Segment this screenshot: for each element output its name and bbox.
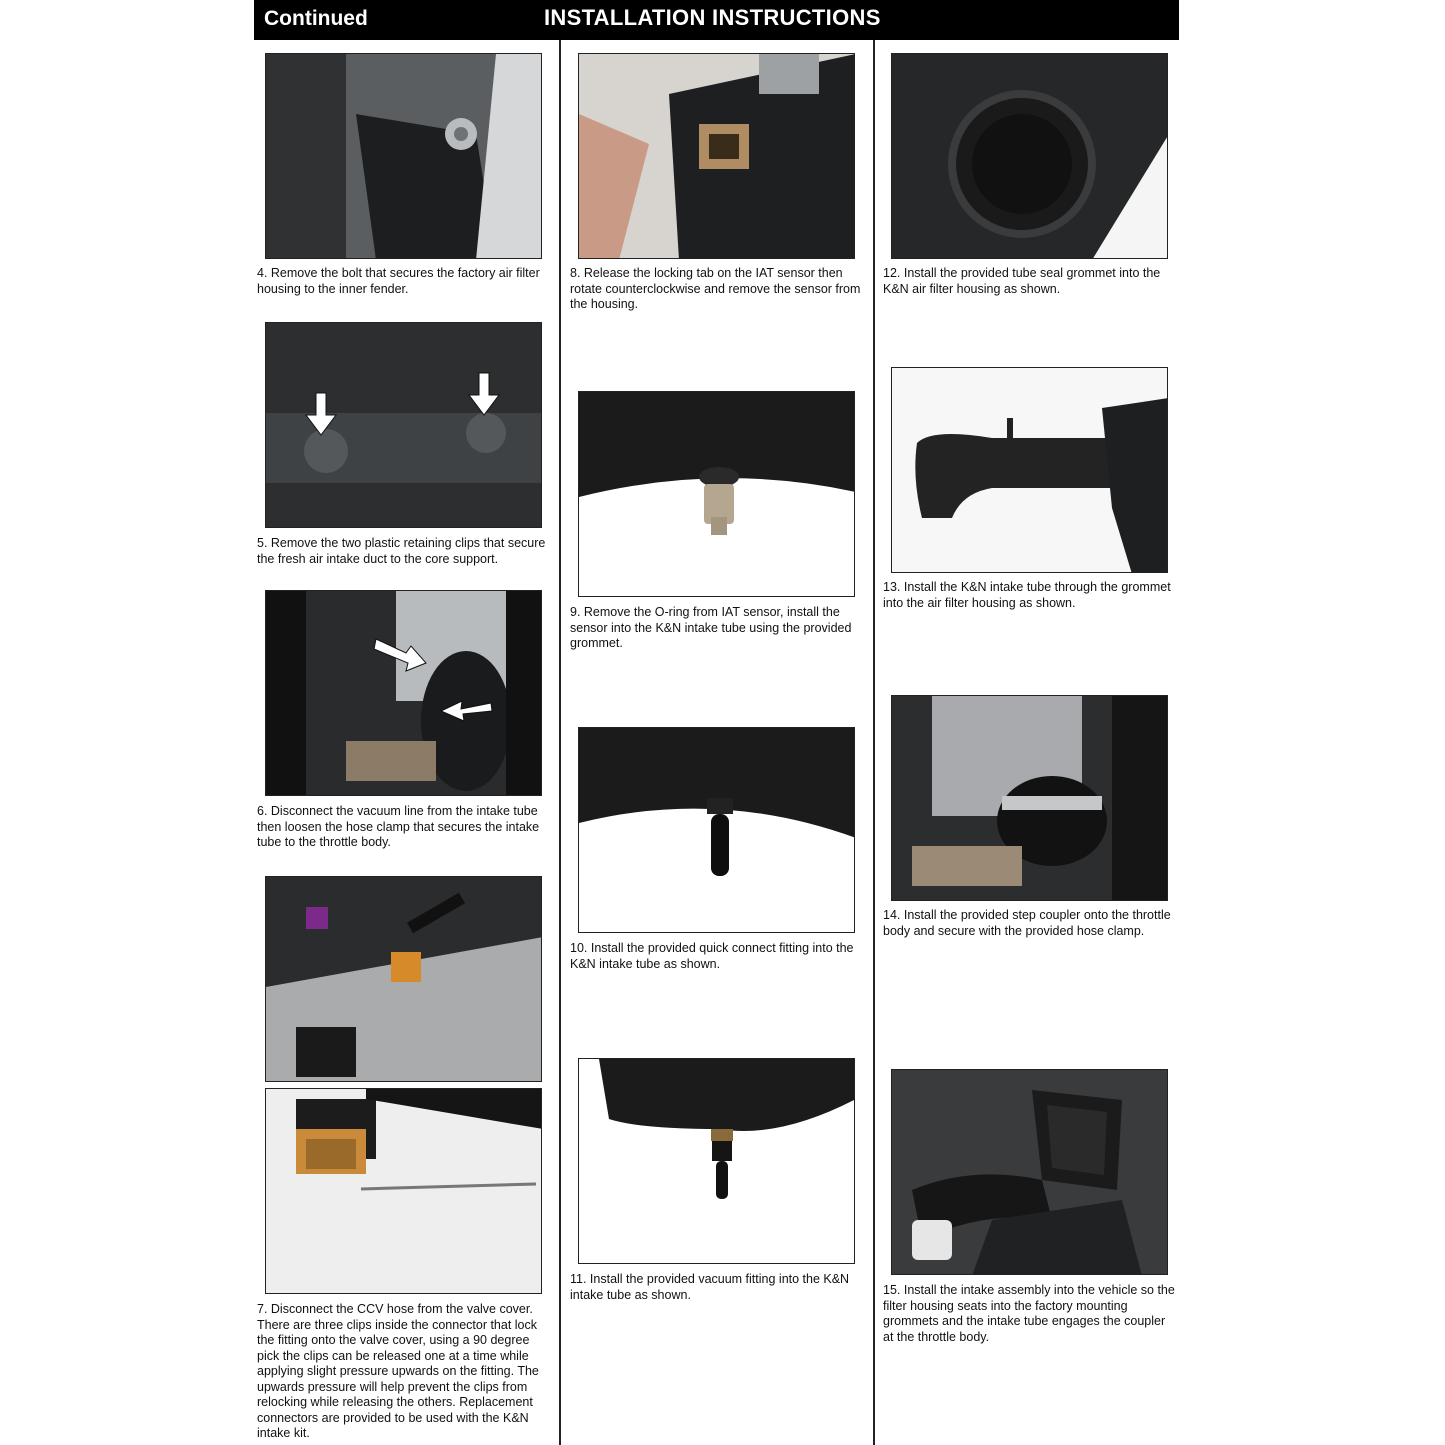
photo-illustration xyxy=(892,368,1168,573)
photo-illustration xyxy=(579,1059,855,1264)
photo-illustration xyxy=(892,696,1168,901)
vacuum-line-hose-clamp-photo xyxy=(265,590,542,796)
vacuum-fitting-photo xyxy=(578,1058,855,1264)
photo-illustration xyxy=(266,54,542,259)
step-12-caption: 12. Install the provided tube seal grommet into the K&N air filter housing as shown. xyxy=(883,266,1161,296)
step-13-caption: 13. Install the K&N intake tube through the grommet into the air filter housing as shown. xyxy=(883,580,1171,610)
continued-label: Continued xyxy=(264,7,368,30)
header-bar xyxy=(254,0,1179,40)
photo-illustration xyxy=(579,728,855,933)
step-4-caption: 4. Remove the bolt that secures the factory air filter housing to the inner fender. xyxy=(257,266,540,296)
step-10-caption: 10. Install the provided quick connect fitting into the K&N intake tube as shown. xyxy=(570,941,854,971)
ccv-connector-pick-photo xyxy=(265,1088,542,1294)
iat-sensor-installed-photo xyxy=(578,391,855,597)
photo-illustration xyxy=(266,591,542,796)
photo-illustration xyxy=(266,877,542,1082)
intake-tube-grommet-photo xyxy=(891,367,1168,573)
photo-illustration xyxy=(579,392,855,597)
photo-illustration xyxy=(892,1070,1168,1275)
step-11-caption: 11. Install the provided vacuum fitting into the K&N intake tube as shown. xyxy=(570,1272,850,1302)
photo-illustration xyxy=(892,54,1168,259)
step-6-caption: 6. Disconnect the vacuum line from the intake tube then loosen the hose clamp that secures the intake tube to the throttle body. xyxy=(257,804,540,849)
ccv-hose-valve-cover-photo xyxy=(265,876,542,1082)
quick-connect-fitting-photo xyxy=(578,727,855,933)
step-8-caption: 8. Release the locking tab on the IAT sensor then rotate counterclockwise and remove the sensor from the housing. xyxy=(570,266,861,311)
air-filter-housing-bolt-photo xyxy=(265,53,542,259)
retaining-clips-photo xyxy=(265,322,542,528)
step-14-caption: 14. Install the provided step coupler onto the throttle body and secure with the provided hose clamp. xyxy=(883,908,1171,938)
step-coupler-throttle-body-photo xyxy=(891,695,1168,901)
photo-illustration xyxy=(266,323,542,528)
column-divider xyxy=(559,40,561,1445)
column-divider xyxy=(873,40,875,1445)
intake-assembly-installed-photo xyxy=(891,1069,1168,1275)
tube-seal-grommet-photo xyxy=(891,53,1168,259)
step-9-caption: 9. Remove the O-ring from IAT sensor, install the sensor into the K&N intake tube using the provided grommet. xyxy=(570,605,852,650)
photo-illustration xyxy=(266,1089,542,1294)
photo-illustration xyxy=(579,54,855,259)
iat-sensor-removal-photo xyxy=(578,53,855,259)
page-title: INSTALLATION INSTRUCTIONS xyxy=(544,5,881,30)
step-5-caption: 5. Remove the two plastic retaining clips that secure the fresh air intake duct to the core support. xyxy=(257,536,546,566)
step-7-caption: 7. Disconnect the CCV hose from the valve cover. There are three clips inside the connector that lock the fitting onto the valve cover, using a 90 degree pick the clips can be released one at a time while applying slight pressure upwards on the fitting. The upwards pressure will help prevent the clips from relocking while releasing the others. Replacement connectors are provided to be used with the K&N intake kit. xyxy=(257,1302,539,1440)
step-15-caption: 15. Install the intake assembly into the vehicle so the filter housing seats into the factory mounting grommets and the intake tube engages the coupler at the throttle body. xyxy=(883,1283,1175,1344)
